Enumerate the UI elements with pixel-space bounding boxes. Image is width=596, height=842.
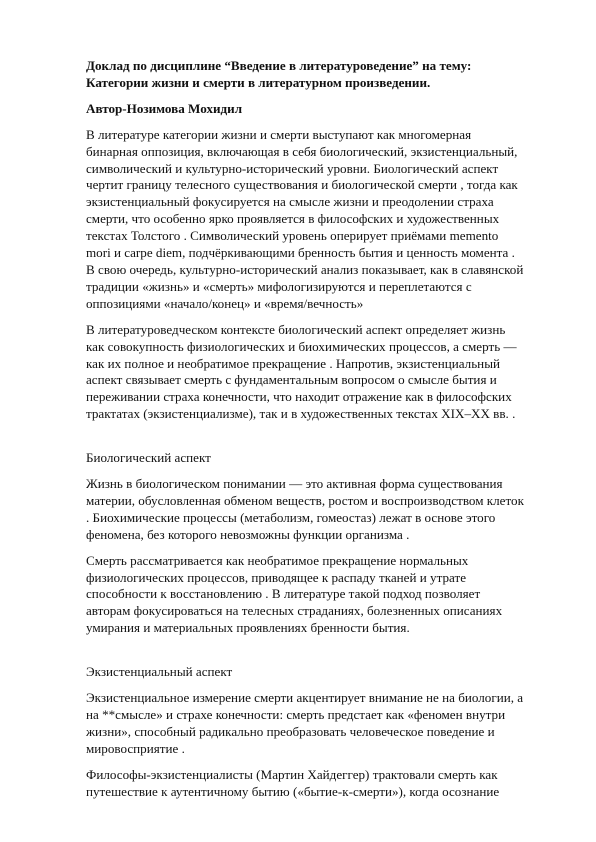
existential-paragraph-2: Философы-экзистенциалисты (Мартин Хайдеггер) трактовали смерть как путешествие к аутентичному бытию («бытие-к-смерти»), когда осознание [86, 766, 500, 799]
title-line-1: Доклад по дисциплине “Введение в литературоведение” на тему: [86, 58, 472, 73]
section-heading-biological: Биологический аспект [86, 450, 211, 466]
title-line-2: Категории жизни и смерти в литературном произведении. [86, 74, 431, 90]
document-title [86, 58, 526, 92]
intro-paragraph-2: В литературоведческом контексте биологический аспект определяет жизнь как совокупность физиологических и биохимических процессов, а смерть — как их полное и необратимое прекращение . Напротив, экзистенциальный аспект связывает смерть с фундаментальным вопросом о смысле бытия и переживании страха конечности, что находит отражение как в философских трактатах (экзистенциализме), так и в художественных текстах XIX–XX вв. . [86, 321, 517, 422]
spacer [86, 646, 526, 664]
biological-paragraph-1: Жизнь в биологическом понимании — это активная форма существования материи, обусловленная обменом веществ, ростом и воспроизводством клеток . Биохимические процессы (метаболизм, гомеостаз) лежат в основе этого феномена, без которого невозможны функции организма . [86, 476, 524, 542]
document-body [86, 58, 526, 810]
biological-paragraph-2: Смерть рассматривается как необратимое прекращение нормальных физиологических процессов, приводящее к распаду тканей и утрате способности к восстановлению . В литературе такой подход позволяет авторам фокусироваться на телесных страданиях, болезненных описаниях умирания и материальных проявлениях бренности бытия. [86, 552, 503, 636]
spacer [86, 432, 526, 450]
author-line: Автор-Нозимова Мохидил [86, 100, 243, 116]
section-heading-existential: Экзистенциальный аспект [86, 664, 233, 680]
intro-paragraph-1: В литературе категории жизни и смерти выступают как многомерная бинарная оппозиция, включающая в себя биологический, экзистенциальный, символический и культурно-исторический уровни. Биологический аспект чертит границу телесного существования и биологической смерти , тогда как экзистенциальный фокусируется на смысле жизни и преодолении страха смерти, что особенно ярко проявляется в философских и художественных текстах Толстого . Символический уровень оперирует приёмами memento mori и carpe diem, подчёркивающими бренность бытия и ценность момента . В свою очередь, культурно-исторический анализ показывает, как в славянской традиции «жизнь» и «смерть» мифологизируются и переплетаются с оппозициями «начало/конец» и «время/вечность» [86, 126, 524, 311]
existential-paragraph-1: Экзистенциальное измерение смерти акцентирует внимание не на биологии, а на **смысле» и страхе конечности: смерть предстает как «феномен внутри жизни», способный радикально преобразовать человеческое поведение и мировосприятие . [86, 690, 524, 756]
